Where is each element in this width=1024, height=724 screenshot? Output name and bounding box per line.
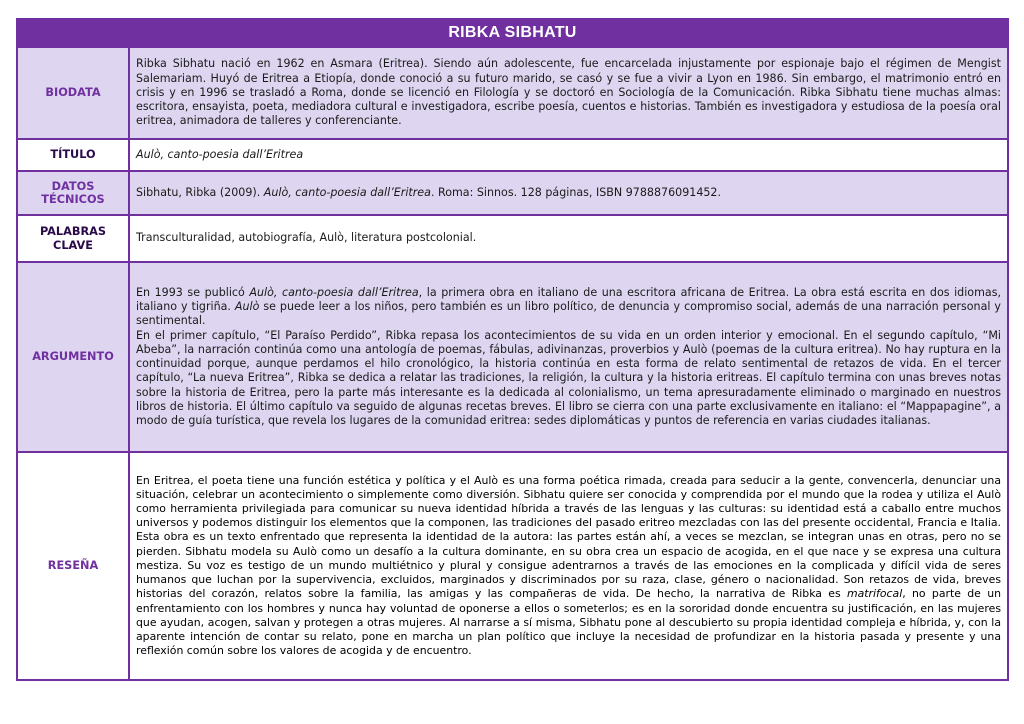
datos-text-italic: Aulò, canto-poesia dall’Eritrea <box>263 185 431 199</box>
label-argumento: ARGUMENTO <box>18 263 130 451</box>
palabras-text: Transculturalidad, autobiografía, Aulò, literatura postcolonial. <box>136 231 477 245</box>
label-palabras-line1: PALABRAS <box>39 225 107 239</box>
label-datos-line1: DATOS <box>51 179 95 193</box>
label-datos-line2: TÉCNICOS <box>41 193 105 206</box>
row-titulo <box>18 138 1007 170</box>
sheet-title: RIBKA SIBHATU <box>18 20 1007 46</box>
row-resena <box>18 451 1007 679</box>
resena-text: En Eritrea, el poeta tiene una función estética y política y el Aulò es una forma poética rimada, creada para seducir a la gente, convencerla, denunciar una situación, celebrar un acontecimiento o simplemente como diversión. Sibhatu quiere ser conocida y comprendida por el mundo que la rodea y utiliza el Aulò como herramienta privilegiada para comunicar su nueva identidad híbrida a través de las lenguas y las culturas: su identidad está a caballo entre muchos universos y podemos distinguir los elementos que la componen, las tradiciones del pasado eritreo mezcladas con las del presente occidental, Francia e Italia. Esta obra es un texto enfrentado que representa la identidad de la autora: las partes están ahí, a veces se mezclan, se integran unas en otras, pero no se pierden. Sibhatu modela su Aulò como un desafío a la cultura dominante, en su obra crea un espacio de acogida, en el que nace y se expresa una cultura mestiza. Su voz es testigo de un mundo multiétnico y plural y consigue adentrarnos a través de las emociones en la complicada y difícil vida de seres humanos que luchan por la supervivencia, excluidos, marginados y discriminados por su raza, clase, género o nacionalidad. Son retazos de vida, breves historias del corazón, relatos sobre la familia, las amigas y las compañeras de vida. De hecho, la narrativa de Ribka es matrifocal, no parte de un enfrentamiento con los hombres y nunca hay voluntad de oponerse a ellos o someterlos; es en la sororidad donde encuentra su justificación, en las mujeres que ayudan, acogen, salvan y protegen a otras mujeres. Al narrarse a sí misma, Sibhatu pone al descubierto su propia identidad compleja e híbrida, y, con la aparente intención de contar su relato, pone en marcha un plan político que incluye la necesidad de profundizar en la historia pasada y presente y una reflexión común sobre los valores de acogida y de encuentro. <box>136 473 1002 658</box>
content-argumento <box>130 263 1007 451</box>
content-resena <box>130 453 1007 679</box>
datos-text-b: . Roma: Sinnos. 128 páginas, ISBN 9788876091452. <box>430 185 722 199</box>
label-datos <box>18 172 130 214</box>
row-datos <box>18 170 1007 214</box>
content-biodata <box>130 48 1007 138</box>
content-datos <box>130 172 1007 214</box>
label-titulo: TÍTULO <box>18 140 130 170</box>
titulo-text: Aulò, canto-poesia dall’Eritrea <box>136 147 304 161</box>
content-palabras <box>130 216 1007 261</box>
row-argumento <box>18 261 1007 451</box>
argumento-paragraph-2: En el primer capítulo, “El Paraíso Perdido”, Ribka repasa los acontecimientos de su vida en un orden interior y emocional. En el segundo capítulo, “Mi Abeba”, la narración continúa como una antología de poemas, fábulas, adivinanzas, proverbios y Aulò (poemas de la cultura eritrea). No hay ruptura en la continuidad porque, aunque perdamos el hilo cronológico, la historia continúa en esta forma de relato sentimental de retazos de vida. En el tercer capítulo, “La nueva Eritrea”, Ribka se dedica a relatar las tradiciones, la religión, la cultura y la historia eritreas. El capítulo termina con unas breves notas sobre la historia de Eritrea, pero la parte más interesante es la dedicada al colonialismo, un tema apresuradamente eliminado o marginado en nuestros libros de historia. El último capítulo va seguido de algunas recetas breves. El libro se cierra con una parte exclusivamente en italiano: el “Mappapagine”, a modo de guía turística, que revela los lugares de la comunidad eritrea: sedes diplomáticas y puntos de referencia en varias ciudades italianas. <box>136 328 1001 427</box>
label-biodata: BIODATA <box>18 48 130 138</box>
row-palabras <box>18 214 1007 261</box>
label-palabras <box>18 216 130 261</box>
datos-text-a: Sibhatu, Ribka (2009). <box>136 185 264 199</box>
label-palabras-line2: CLAVE <box>53 238 93 252</box>
biodata-text: Ribka Sibhatu nació en 1962 en Asmara (Eritrea). Siendo aún adolescente, fue encarcelada injustamente por espionaje bajo el régimen de Mengist Salemariam. Huyó de Eritrea a Etiopía, donde conoció a su futuro marido, se casó y se fue a vivir a Lyon en 1986. Sin embargo, el matrimonio entró en crisis y en 1996 se trasladó a Roma, donde se licenció en Filología y se doctoró en Sociología de la Comunicación. Ribka Sibhatu tiene muchas almas: escritora, ensayista, poeta, mediadora cultural e investigadora, escribe poesía, cuentos e historias. También es investigadora y estudiosa de la poesía oral eritrea, animadora de talleres y conferenciante. <box>136 57 1001 128</box>
content-titulo <box>130 140 1007 170</box>
review-sheet <box>16 18 1009 681</box>
argumento-paragraph-1: En 1993 se publicó Aulò, canto-poesia dall’Eritrea, la primera obra en italiano de una escritora africana de Eritrea. La obra está escrita en dos idiomas, italiano y tigriña. Aulò se puede leer a los niños, pero también es un libro político, de denuncia y compromiso social, además de una narración personal y sentimental. <box>136 285 1001 328</box>
row-biodata <box>18 46 1007 138</box>
label-resena: RESEÑA <box>18 453 130 679</box>
